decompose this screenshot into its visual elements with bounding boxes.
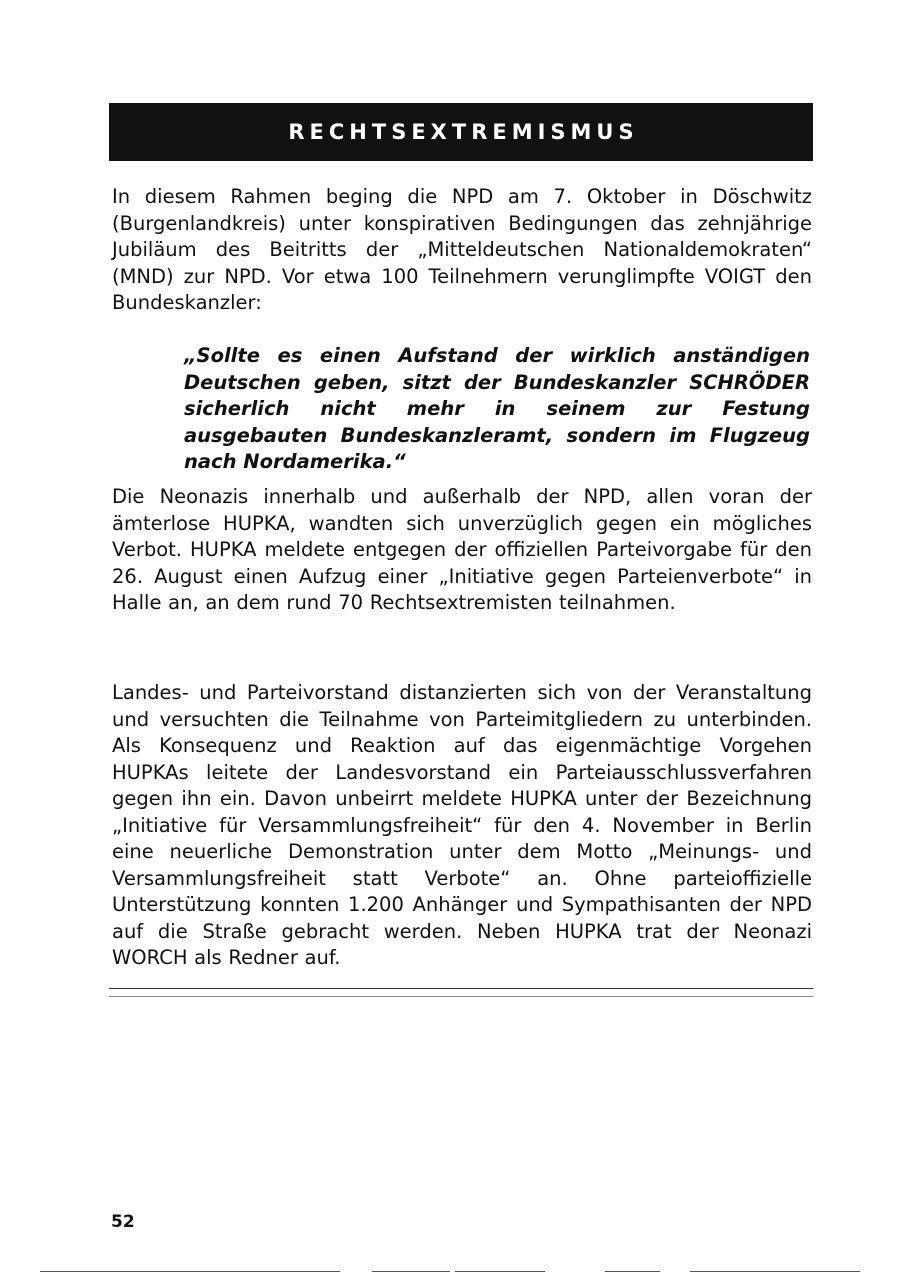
page-number: 52 bbox=[111, 1212, 135, 1232]
scan-edge-line bbox=[40, 1271, 340, 1272]
block-quote: „Sollte es einen Aufstand der wirklich anständigen Deutschen geben, sitzt der Bundeskanzler SCHRÖDER sicherlich nicht mehr in seinem zur Festung ausgebauten Bundeskanzleramt, sondern im Flugzeug nach Nordamerika.“ bbox=[184, 344, 810, 473]
scan-edge-line bbox=[372, 1271, 450, 1272]
paragraph-parteivorstand: Landes- und Parteivorstand distanzierten sich von der Veranstaltung und versuchten die Teilnahme von Parteimitgliedern zu unterbinden. Als Konsequenz und Reaktion auf das eigenmächtige Vorgehen HUPKAs leitete der Landesvorstand ein Parteiausschlussverfahren gegen ihn ein. Davon unbeirrt meldete HUPKA unter der Bezeichnung „Initiative für Versammlungsfreiheit“ für den 4. November in Berlin eine neuerliche Demonstration unter dem Motto „Meinungs- und Versammlungsfreiheit statt Verbote“ an. Ohne parteioffizielle Unterstützung konnten 1.200 Anhänger und Sympathisanten der NPD auf die Straße gebracht werden. Neben HUPKA trat der Neonazi WORCH als Redner auf. bbox=[112, 681, 812, 969]
section-header bbox=[109, 103, 813, 161]
scan-edge-line bbox=[605, 1271, 660, 1272]
footer-divider bbox=[109, 988, 813, 989]
scan-edge-line bbox=[690, 1271, 860, 1272]
section-title: RECHTSEXTREMISMUS bbox=[288, 120, 639, 144]
footer-divider-secondary bbox=[109, 996, 813, 997]
paragraph-neonazis: Die Neonazis innerhalb und außerhalb der NPD, allen voran der ämterlose HUPKA, wandten sich unverzüglich gegen ein mögliches Verbot. HUPKA meldete entgegen der offiziellen Parteivorgabe für den 26. August einen Aufzug einer „Initiative gegen Parteienverbote“ in Halle an, an dem rund 70 Rechtsextremisten teilnahmen. bbox=[112, 485, 812, 614]
scan-edge-line bbox=[455, 1271, 545, 1272]
paragraph-intro: In diesem Rahmen beging die NPD am 7. Oktober in Döschwitz (Burgenlandkreis) unter konspirativen Bedingungen das zehnjährige Jubiläum des Beitritts der „Mitteldeutschen Nationaldemokraten“ (MND) zur NPD. Vor etwa 100 Teilnehmern verunglimpfte VOIGT den Bundeskanzler: bbox=[112, 185, 812, 314]
